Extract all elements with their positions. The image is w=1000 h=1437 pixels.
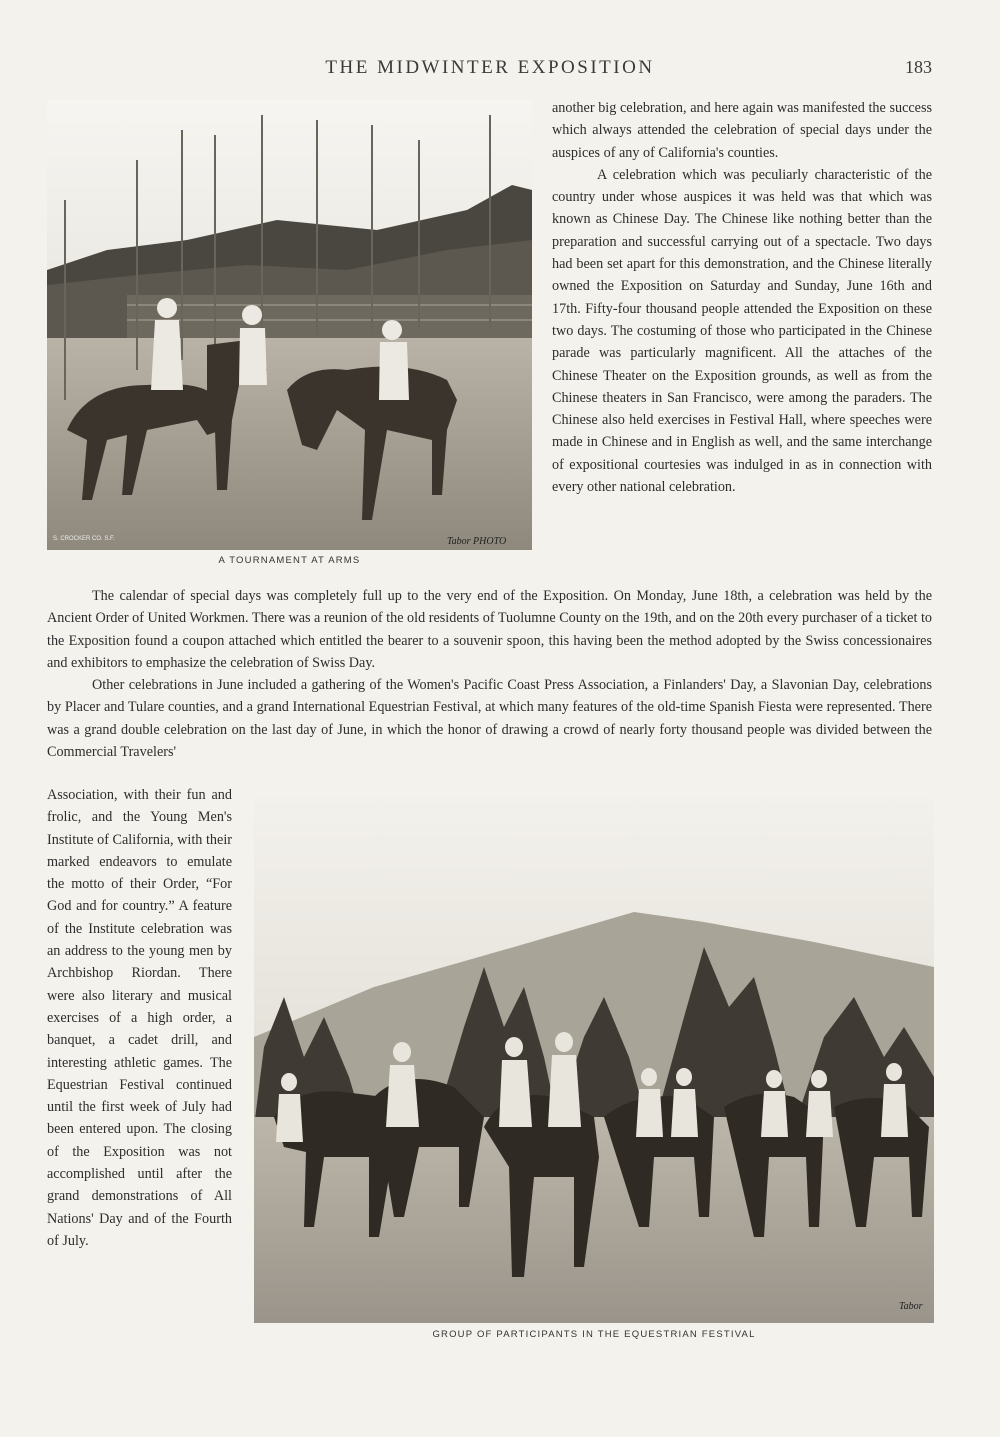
paragraph: Other celebrations in June included a gathering of the Women's Pacific Coast Press Association, a Finlanders' Day, a Slavonian Day, celebrations by Placer and Tulare counties, and a grand International Equestrian Festival, at which many features of the old-time Spanish Fiesta were represented. There was a grand double celebration on the last day of June, in which the honor of drawing a crowd of nearly forty thousand people was divided between the Commercial Travelers' [47, 677, 932, 761]
page-number: 183 [905, 57, 932, 77]
left-column-text [47, 784, 232, 1252]
running-title: THE MIDWINTER EXPOSITION [325, 57, 655, 78]
figure-caption: A TOURNAMENT AT ARMS [218, 555, 361, 566]
paragraph: The calendar of special days was completely full up to the very end of the Exposition. On Monday, June 18th, a celebration was held by the Ancient Order of United Workmen. There was a reunion of the old residents of Tuolumne County on the 19th, and on the 20th every purchaser of a ticket to the Exposition found a coupon attached which entitled the bearer to a souvenir spoon, this having been the method adopted by the Swiss concessionaires and exhibitors to emphasize the celebration of Swiss Day. [47, 588, 932, 671]
photographer-signature: Tabor PHOTO [447, 536, 507, 547]
photo-credit: S. CROCKER CO. S.F. [53, 536, 115, 542]
running-head [0, 55, 1000, 85]
right-column-text [552, 97, 932, 498]
tournament-photo [47, 100, 532, 550]
paragraph: A celebration which was peculiarly characteristic of the country under whose auspices it was held was that which was known as Chinese Day. The Chinese like nothing better than the preparation and successful carrying out of a spectacle. Two days had been set apart for this demonstration, and the Chinese literally owned the Exposition on Saturday and Sunday, June 16th and 17th. Fifty-four thousand people attended the Exposition on these two days. The costuming of those who participated in the Chinese parade was particularly magnificent. All the attaches of the Chinese Theater on the Exposition grounds, as well as from the Chinese theaters in San Francisco, were among the paraders. The Chinese also held exercises in Festival Hall, where speeches were made in Chinese and in English as well, and the same interchange of expositional courtesies was indulged in as in connection with every other national celebration. [552, 166, 932, 496]
figure-caption: GROUP OF PARTICIPANTS IN THE EQUESTRIAN FESTIVAL [432, 1329, 756, 1340]
full-width-text [47, 585, 932, 763]
paragraph: Association, with their fun and frolic, and the Young Men's Institute of California, with their marked endeavors to emulate the motto of their Order, “For God and for country.” A feature of the Institute celebration was an address to the young men by Archbishop Riordan. There were also literary and musical exercises of a high order, a banquet, a cadet drill, and interesting athletic games. The Equestrian Festival continued until the first week of July had been entered upon. The closing of the Exposition was not accomplished until after the grand demonstrations of All Nations' Day and of the Fourth of July. [47, 787, 232, 1249]
photographer-signature: Tabor [899, 1301, 923, 1312]
paragraph: another big celebration, and here again was manifested the success which always attended the celebration of special days under the auspices of any of California's counties. [552, 100, 932, 161]
equestrian-group-photo [254, 797, 934, 1323]
